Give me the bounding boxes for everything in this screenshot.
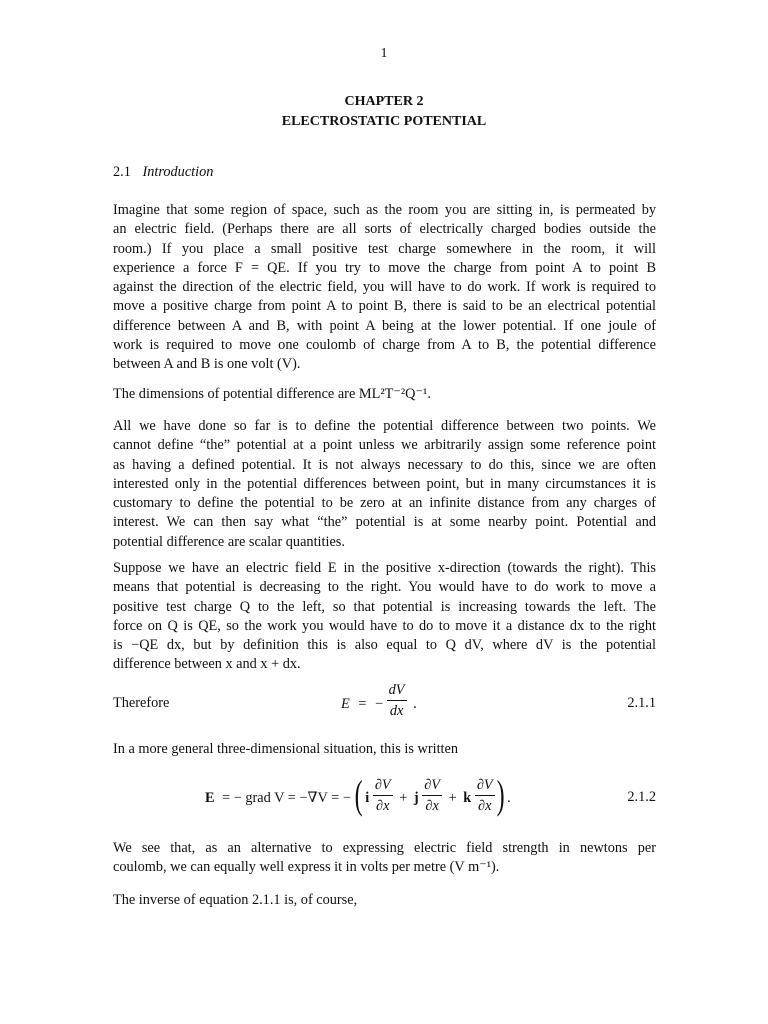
text-line: is −QE dx, but by definition this is also equal to Q dV, where dV is the potential (113, 637, 656, 654)
unit-vector-j: j (413, 790, 419, 807)
paragraph-volts-per-metre (113, 839, 656, 878)
plus-sign: + (399, 790, 408, 807)
plus-sign: + (448, 790, 457, 807)
text-line: room.) If you place a small positive test charge somewhere in the room, it will (113, 240, 656, 257)
fraction-denominator: ∂x (478, 797, 492, 814)
paragraph-dimensions (113, 385, 656, 404)
equation-lead-text: Therefore (113, 695, 170, 711)
text-line: Suppose we have an electric field E in the positive x-direction (towards the right). This (113, 560, 656, 576)
equation-number: 2.1.2 (627, 789, 656, 805)
text-line: In a more general three-dimensional situation, this is written (113, 741, 459, 757)
text-line: an electric field. (Perhaps there are all sorts of electrically charged bodies outside the (113, 221, 656, 238)
page-number: 1 (380, 46, 388, 61)
equation-body (341, 681, 417, 720)
equation-period: . (507, 790, 511, 807)
fraction-numerator: dV (387, 681, 407, 701)
paragraph-intro (113, 201, 656, 375)
unit-vector-i: i (365, 790, 370, 807)
fraction-numerator: ∂V (422, 776, 442, 796)
text-line: customary to define the potential to be zero at an infinite distance from any charges of (113, 495, 656, 512)
equation-period: . (413, 695, 417, 712)
equation-body (205, 772, 511, 817)
section-title: Introduction (142, 164, 214, 180)
partial-fraction-y (422, 776, 442, 815)
text-line: work is required to move one coulomb of charge from A to B, the potential difference (113, 337, 656, 354)
text-line: move a positive charge from point A to point B, there is said to be an electrical potential (113, 298, 656, 315)
equation-grad-chain: = − grad V = −∇V = − (222, 790, 351, 807)
fraction-numerator: ∂V (373, 776, 393, 796)
chapter-heading (0, 92, 768, 132)
text-line: interested only in the potential differences between point, but in many circumstances it is (113, 475, 656, 492)
partial-fraction-x (373, 776, 393, 815)
text-line: positive test charge Q to the left, so that potential is increasing towards the left. The (113, 598, 656, 615)
text-line: We see that, as an alternative to expressing electric field strength in newtons per (113, 840, 656, 856)
paragraph-field-direction (113, 559, 656, 675)
equation-number: 2.1.1 (627, 695, 656, 711)
text-line: Imagine that some region of space, such as the room you are sitting in, is permeated by (113, 202, 656, 218)
section-number: 2.1 (113, 164, 131, 180)
partial-fraction-z (475, 776, 495, 815)
text-line: force on Q is QE, so the work you would have to do to move it a distance dx to the right (113, 617, 656, 634)
equation-fraction (387, 681, 407, 720)
text-line: potential difference are scalar quantities. (113, 533, 345, 550)
left-paren: ( (355, 772, 364, 817)
unit-vector-k: k (463, 790, 472, 807)
fraction-denominator: ∂x (425, 797, 439, 814)
fraction-denominator: ∂x (376, 797, 390, 814)
text-line: The inverse of equation 2.1.1 is, of course, (113, 892, 358, 908)
equation-minus: − (374, 695, 384, 712)
chapter-label: CHAPTER 2 (344, 94, 424, 109)
equation-lhs: E (205, 790, 215, 807)
fraction-numerator: ∂V (475, 776, 495, 796)
text-line: experience a force F = QE. If you try to move the charge from point A to point B (113, 259, 656, 276)
paragraph-inverse (113, 891, 656, 910)
text-line: as having a defined potential. It is not always necessary to do this, since we are often (113, 456, 656, 473)
paragraph-three-dimensional (113, 740, 656, 759)
chapter-title: ELECTROSTATIC POTENTIAL (281, 114, 487, 129)
text-line: All we have done so far is to define the potential difference between two points. We (113, 418, 656, 434)
equation-2-1-1 (113, 681, 656, 729)
equation-lhs: E (341, 695, 350, 712)
equation-equals: = (358, 695, 367, 712)
text-line: interest. We can then say what “the” potential is at some nearby point. Potential and (113, 514, 656, 531)
text-line: between A and B is one volt (V). (113, 356, 301, 373)
right-paren: ) (496, 772, 505, 817)
text-line: against the direction of the electric field, you will have to do work. If work is required to (113, 279, 656, 296)
paragraph-potential-definition (113, 417, 656, 552)
text-line: coulomb, we can equally well express it in volts per metre (V m⁻¹). (113, 859, 500, 876)
text-line: The dimensions of potential difference are ML²T⁻²Q⁻¹. (113, 386, 431, 402)
text-line: means that potential is decreasing to the right. You would have to do work to move a (113, 579, 656, 596)
equation-2-1-2 (113, 772, 656, 823)
text-line: cannot define “the” potential at a point unless we arbitrarily assign some reference point (113, 437, 656, 454)
text-line: difference between A and B, with point A being at the lower potential. If one joule of (113, 317, 656, 334)
text-line: difference between x and x + dx. (113, 656, 301, 673)
fraction-denominator: dx (389, 703, 404, 719)
section-heading (113, 164, 213, 181)
